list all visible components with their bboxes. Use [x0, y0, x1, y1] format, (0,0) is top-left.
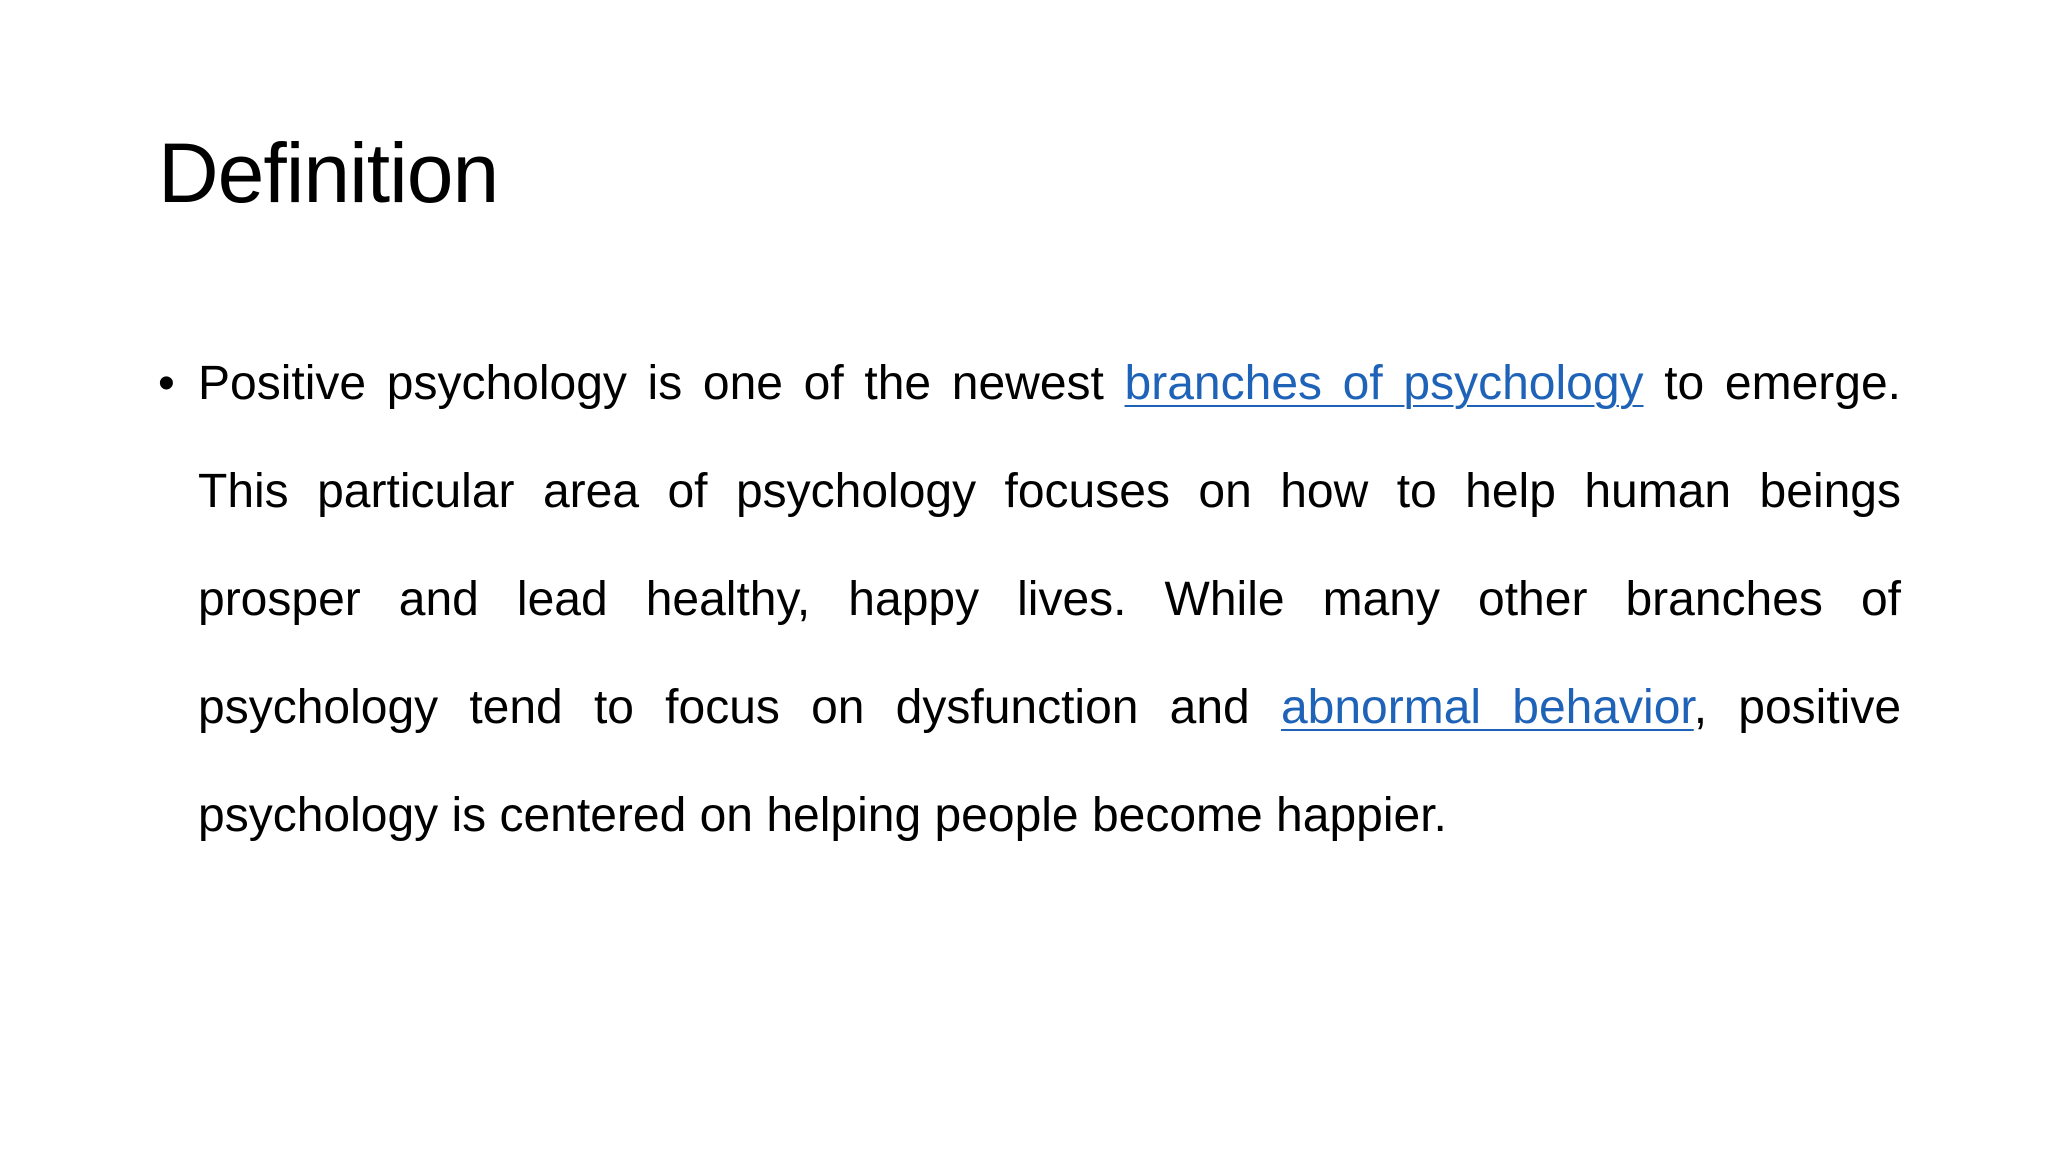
- bullet-item: [158, 330, 1901, 870]
- slide-title: Definition: [158, 126, 499, 220]
- bullet-icon: •: [158, 357, 175, 410]
- bullet-paragraph: [198, 330, 1901, 870]
- paragraph-text-2: to emerge. This particular area of psychology focuses on how to help human beings prosper and lead healthy, happy lives. While many other branches of psychology tend to focus on dysfunction and: [198, 357, 1901, 734]
- slide-body: [158, 330, 1901, 870]
- paragraph-text-1: Positive psychology is one of the newest: [198, 357, 1125, 410]
- link-abnormal-behavior[interactable]: abnormal behavior: [1280, 681, 1694, 734]
- link-branches-of-psychology[interactable]: branches of psychology: [1124, 357, 1644, 410]
- paragraph-text-3: , positive psychology is centered on helping people become happier.: [198, 681, 1902, 842]
